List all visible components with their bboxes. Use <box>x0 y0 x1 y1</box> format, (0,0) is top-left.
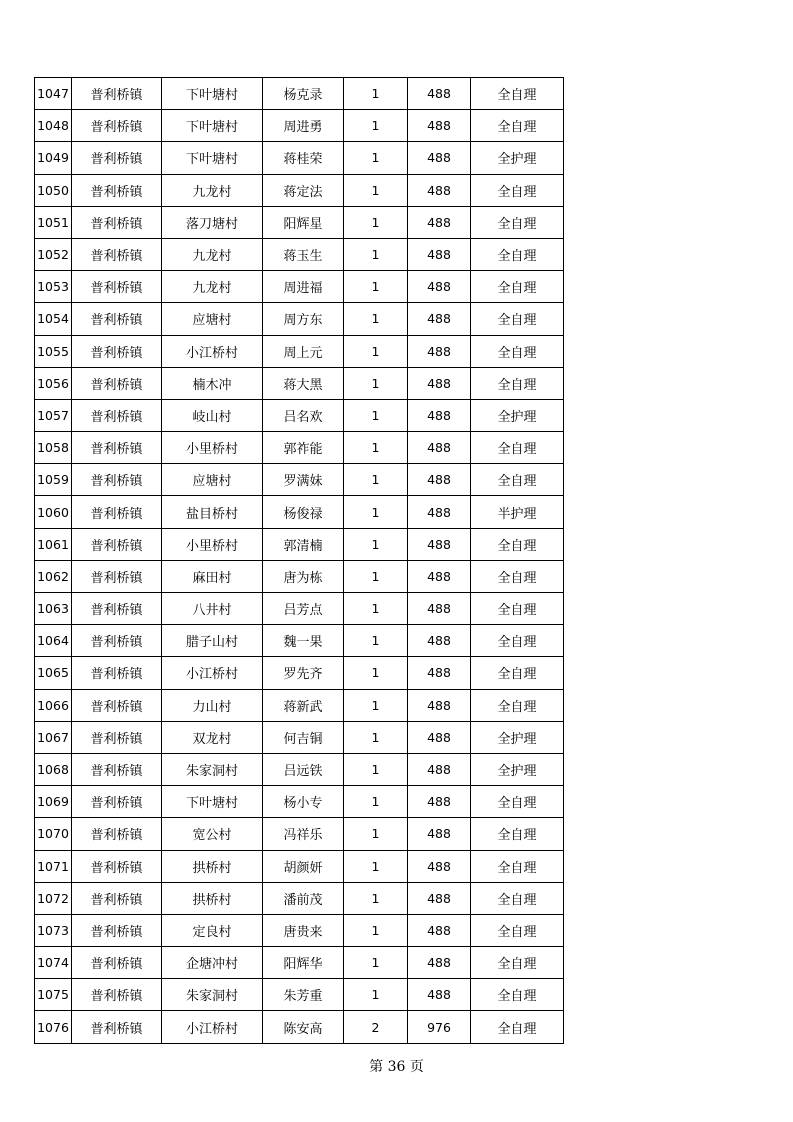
village-cell: 腊子山村 <box>162 625 263 657</box>
record-id-cell: 1074 <box>35 947 72 979</box>
household-count-cell: 1 <box>344 238 408 270</box>
township-cell: 普利桥镇 <box>72 947 162 979</box>
care-level-cell: 全自理 <box>471 786 564 818</box>
person-name-cell: 阳辉星 <box>263 206 344 238</box>
village-cell: 麻田村 <box>162 560 263 592</box>
township-cell: 普利桥镇 <box>72 335 162 367</box>
amount-cell: 488 <box>408 367 471 399</box>
household-count-cell: 1 <box>344 335 408 367</box>
village-cell: 小江桥村 <box>162 657 263 689</box>
person-name-cell: 杨克录 <box>263 78 344 110</box>
village-cell: 下叶塘村 <box>162 786 263 818</box>
care-level-cell: 全护理 <box>471 142 564 174</box>
village-cell: 应塘村 <box>162 464 263 496</box>
village-cell: 盐目桥村 <box>162 496 263 528</box>
person-name-cell: 吕远铁 <box>263 753 344 785</box>
township-cell: 普利桥镇 <box>72 625 162 657</box>
person-name-cell: 冯祥乐 <box>263 818 344 850</box>
village-cell: 企塘冲村 <box>162 947 263 979</box>
township-cell: 普利桥镇 <box>72 882 162 914</box>
record-id-cell: 1062 <box>35 560 72 592</box>
village-cell: 九龙村 <box>162 174 263 206</box>
amount-cell: 488 <box>408 271 471 303</box>
amount-cell: 488 <box>408 238 471 270</box>
township-cell: 普利桥镇 <box>72 174 162 206</box>
table-row <box>35 399 564 431</box>
amount-cell: 488 <box>408 206 471 238</box>
township-cell: 普利桥镇 <box>72 271 162 303</box>
table-row <box>35 689 564 721</box>
person-name-cell: 周进福 <box>263 271 344 303</box>
table-row <box>35 850 564 882</box>
person-name-cell: 蒋新武 <box>263 689 344 721</box>
township-cell: 普利桥镇 <box>72 593 162 625</box>
care-level-cell: 全自理 <box>471 335 564 367</box>
care-level-cell: 半护理 <box>471 496 564 528</box>
amount-cell: 976 <box>408 1011 471 1043</box>
village-cell: 小里桥村 <box>162 528 263 560</box>
amount-cell: 488 <box>408 979 471 1011</box>
township-cell: 普利桥镇 <box>72 914 162 946</box>
person-name-cell: 蒋桂荣 <box>263 142 344 174</box>
person-name-cell: 吕芳点 <box>263 593 344 625</box>
amount-cell: 488 <box>408 142 471 174</box>
record-id-cell: 1076 <box>35 1011 72 1043</box>
township-cell: 普利桥镇 <box>72 78 162 110</box>
household-count-cell: 1 <box>344 947 408 979</box>
care-level-cell: 全自理 <box>471 689 564 721</box>
household-count-cell: 1 <box>344 432 408 464</box>
care-level-cell: 全护理 <box>471 399 564 431</box>
township-cell: 普利桥镇 <box>72 689 162 721</box>
village-cell: 朱家洞村 <box>162 979 263 1011</box>
village-cell: 定良村 <box>162 914 263 946</box>
household-count-cell: 1 <box>344 786 408 818</box>
township-cell: 普利桥镇 <box>72 528 162 560</box>
amount-cell: 488 <box>408 721 471 753</box>
person-name-cell: 罗满妹 <box>263 464 344 496</box>
person-name-cell: 何吉铜 <box>263 721 344 753</box>
record-id-cell: 1075 <box>35 979 72 1011</box>
amount-cell: 488 <box>408 303 471 335</box>
village-cell: 应塘村 <box>162 303 263 335</box>
person-name-cell: 胡颜妍 <box>263 850 344 882</box>
village-cell: 双龙村 <box>162 721 263 753</box>
township-cell: 普利桥镇 <box>72 238 162 270</box>
table-row <box>35 367 564 399</box>
township-cell: 普利桥镇 <box>72 1011 162 1043</box>
amount-cell: 488 <box>408 110 471 142</box>
township-cell: 普利桥镇 <box>72 753 162 785</box>
household-count-cell: 1 <box>344 593 408 625</box>
township-cell: 普利桥镇 <box>72 721 162 753</box>
household-count-cell: 1 <box>344 367 408 399</box>
amount-cell: 488 <box>408 496 471 528</box>
table-row <box>35 206 564 238</box>
table-row <box>35 432 564 464</box>
village-cell: 岐山村 <box>162 399 263 431</box>
table-row <box>35 271 564 303</box>
care-level-cell: 全自理 <box>471 303 564 335</box>
village-cell: 小江桥村 <box>162 1011 263 1043</box>
village-cell: 宽公村 <box>162 818 263 850</box>
person-name-cell: 蒋定法 <box>263 174 344 206</box>
table-row <box>35 528 564 560</box>
table-row <box>35 882 564 914</box>
care-level-cell: 全自理 <box>471 110 564 142</box>
township-cell: 普利桥镇 <box>72 432 162 464</box>
record-id-cell: 1058 <box>35 432 72 464</box>
record-id-cell: 1065 <box>35 657 72 689</box>
amount-cell: 488 <box>408 335 471 367</box>
care-level-cell: 全自理 <box>471 560 564 592</box>
village-cell: 楠木冲 <box>162 367 263 399</box>
township-cell: 普利桥镇 <box>72 850 162 882</box>
care-level-cell: 全自理 <box>471 593 564 625</box>
person-name-cell: 郭清楠 <box>263 528 344 560</box>
person-name-cell: 周进勇 <box>263 110 344 142</box>
amount-cell: 488 <box>408 399 471 431</box>
amount-cell: 488 <box>408 882 471 914</box>
township-cell: 普利桥镇 <box>72 367 162 399</box>
township-cell: 普利桥镇 <box>72 560 162 592</box>
care-level-cell: 全自理 <box>471 850 564 882</box>
table-row <box>35 625 564 657</box>
roster-table <box>34 77 564 1044</box>
table-row <box>35 78 564 110</box>
record-id-cell: 1060 <box>35 496 72 528</box>
township-cell: 普利桥镇 <box>72 464 162 496</box>
household-count-cell: 1 <box>344 882 408 914</box>
person-name-cell: 陈安高 <box>263 1011 344 1043</box>
village-cell: 九龙村 <box>162 238 263 270</box>
record-id-cell: 1049 <box>35 142 72 174</box>
care-level-cell: 全自理 <box>471 271 564 303</box>
village-cell: 落刀塘村 <box>162 206 263 238</box>
amount-cell: 488 <box>408 850 471 882</box>
village-cell: 小江桥村 <box>162 335 263 367</box>
township-cell: 普利桥镇 <box>72 110 162 142</box>
amount-cell: 488 <box>408 560 471 592</box>
table-row <box>35 593 564 625</box>
township-cell: 普利桥镇 <box>72 496 162 528</box>
care-level-cell: 全自理 <box>471 367 564 399</box>
table-row <box>35 979 564 1011</box>
table-row <box>35 238 564 270</box>
amount-cell: 488 <box>408 432 471 464</box>
person-name-cell: 阳辉华 <box>263 947 344 979</box>
person-name-cell: 魏一果 <box>263 625 344 657</box>
record-id-cell: 1059 <box>35 464 72 496</box>
amount-cell: 488 <box>408 174 471 206</box>
record-id-cell: 1067 <box>35 721 72 753</box>
person-name-cell: 杨小专 <box>263 786 344 818</box>
household-count-cell: 1 <box>344 721 408 753</box>
person-name-cell: 吕名欢 <box>263 399 344 431</box>
care-level-cell: 全自理 <box>471 432 564 464</box>
person-name-cell: 蒋玉生 <box>263 238 344 270</box>
table-row <box>35 818 564 850</box>
record-id-cell: 1066 <box>35 689 72 721</box>
person-name-cell: 杨俊禄 <box>263 496 344 528</box>
table-row <box>35 753 564 785</box>
amount-cell: 488 <box>408 914 471 946</box>
record-id-cell: 1072 <box>35 882 72 914</box>
amount-cell: 488 <box>408 528 471 560</box>
care-level-cell: 全自理 <box>471 947 564 979</box>
record-id-cell: 1061 <box>35 528 72 560</box>
table-row <box>35 914 564 946</box>
village-cell: 朱家洞村 <box>162 753 263 785</box>
person-name-cell: 唐为栋 <box>263 560 344 592</box>
table-row <box>35 657 564 689</box>
township-cell: 普利桥镇 <box>72 979 162 1011</box>
table-row <box>35 496 564 528</box>
record-id-cell: 1051 <box>35 206 72 238</box>
amount-cell: 488 <box>408 593 471 625</box>
amount-cell: 488 <box>408 464 471 496</box>
village-cell: 小里桥村 <box>162 432 263 464</box>
village-cell: 下叶塘村 <box>162 110 263 142</box>
care-level-cell: 全自理 <box>471 914 564 946</box>
village-cell: 下叶塘村 <box>162 78 263 110</box>
care-level-cell: 全自理 <box>471 464 564 496</box>
amount-cell: 488 <box>408 818 471 850</box>
person-name-cell: 蒋大黑 <box>263 367 344 399</box>
care-level-cell: 全自理 <box>471 528 564 560</box>
care-level-cell: 全自理 <box>471 78 564 110</box>
record-id-cell: 1063 <box>35 593 72 625</box>
household-count-cell: 1 <box>344 271 408 303</box>
table-row <box>35 947 564 979</box>
care-level-cell: 全自理 <box>471 818 564 850</box>
table-row <box>35 174 564 206</box>
amount-cell: 488 <box>408 753 471 785</box>
household-count-cell: 1 <box>344 818 408 850</box>
person-name-cell: 罗先齐 <box>263 657 344 689</box>
household-count-cell: 1 <box>344 657 408 689</box>
household-count-cell: 1 <box>344 399 408 431</box>
amount-cell: 488 <box>408 947 471 979</box>
person-name-cell: 唐贵来 <box>263 914 344 946</box>
village-cell: 下叶塘村 <box>162 142 263 174</box>
person-name-cell: 郭祚能 <box>263 432 344 464</box>
township-cell: 普利桥镇 <box>72 657 162 689</box>
table-row <box>35 142 564 174</box>
household-count-cell: 1 <box>344 78 408 110</box>
household-count-cell: 1 <box>344 464 408 496</box>
care-level-cell: 全护理 <box>471 753 564 785</box>
care-level-cell: 全自理 <box>471 174 564 206</box>
record-id-cell: 1057 <box>35 399 72 431</box>
household-count-cell: 1 <box>344 174 408 206</box>
township-cell: 普利桥镇 <box>72 786 162 818</box>
person-name-cell: 周方东 <box>263 303 344 335</box>
page-number: 第 36 页 <box>369 1059 424 1075</box>
household-count-cell: 1 <box>344 560 408 592</box>
record-id-cell: 1070 <box>35 818 72 850</box>
village-cell: 力山村 <box>162 689 263 721</box>
household-count-cell: 1 <box>344 689 408 721</box>
care-level-cell: 全护理 <box>471 721 564 753</box>
household-count-cell: 1 <box>344 142 408 174</box>
record-id-cell: 1053 <box>35 271 72 303</box>
record-id-cell: 1048 <box>35 110 72 142</box>
township-cell: 普利桥镇 <box>72 818 162 850</box>
amount-cell: 488 <box>408 689 471 721</box>
household-count-cell: 1 <box>344 753 408 785</box>
table-row <box>35 110 564 142</box>
table-row <box>35 786 564 818</box>
care-level-cell: 全自理 <box>471 206 564 238</box>
record-id-cell: 1052 <box>35 238 72 270</box>
household-count-cell: 1 <box>344 528 408 560</box>
amount-cell: 488 <box>408 625 471 657</box>
township-cell: 普利桥镇 <box>72 303 162 335</box>
roster-body <box>35 78 564 1044</box>
village-cell: 八井村 <box>162 593 263 625</box>
record-id-cell: 1055 <box>35 335 72 367</box>
record-id-cell: 1068 <box>35 753 72 785</box>
record-id-cell: 1056 <box>35 367 72 399</box>
person-name-cell: 周上元 <box>263 335 344 367</box>
person-name-cell: 潘前茂 <box>263 882 344 914</box>
township-cell: 普利桥镇 <box>72 142 162 174</box>
village-cell: 九龙村 <box>162 271 263 303</box>
household-count-cell: 1 <box>344 496 408 528</box>
household-count-cell: 1 <box>344 303 408 335</box>
township-cell: 普利桥镇 <box>72 399 162 431</box>
table-row <box>35 464 564 496</box>
table-row <box>35 303 564 335</box>
table-row <box>35 1011 564 1043</box>
household-count-cell: 1 <box>344 914 408 946</box>
person-name-cell: 朱芳重 <box>263 979 344 1011</box>
village-cell: 拱桥村 <box>162 850 263 882</box>
township-cell: 普利桥镇 <box>72 206 162 238</box>
care-level-cell: 全自理 <box>471 882 564 914</box>
household-count-cell: 1 <box>344 206 408 238</box>
table-row <box>35 335 564 367</box>
amount-cell: 488 <box>408 78 471 110</box>
household-count-cell: 1 <box>344 979 408 1011</box>
care-level-cell: 全自理 <box>471 657 564 689</box>
care-level-cell: 全自理 <box>471 1011 564 1043</box>
record-id-cell: 1073 <box>35 914 72 946</box>
record-id-cell: 1071 <box>35 850 72 882</box>
care-level-cell: 全自理 <box>471 979 564 1011</box>
table-row <box>35 560 564 592</box>
household-count-cell: 1 <box>344 850 408 882</box>
household-count-cell: 2 <box>344 1011 408 1043</box>
record-id-cell: 1050 <box>35 174 72 206</box>
record-id-cell: 1054 <box>35 303 72 335</box>
care-level-cell: 全自理 <box>471 625 564 657</box>
village-cell: 拱桥村 <box>162 882 263 914</box>
record-id-cell: 1047 <box>35 78 72 110</box>
record-id-cell: 1064 <box>35 625 72 657</box>
household-count-cell: 1 <box>344 625 408 657</box>
amount-cell: 488 <box>408 657 471 689</box>
care-level-cell: 全自理 <box>471 238 564 270</box>
household-count-cell: 1 <box>344 110 408 142</box>
record-id-cell: 1069 <box>35 786 72 818</box>
amount-cell: 488 <box>408 786 471 818</box>
table-row <box>35 721 564 753</box>
